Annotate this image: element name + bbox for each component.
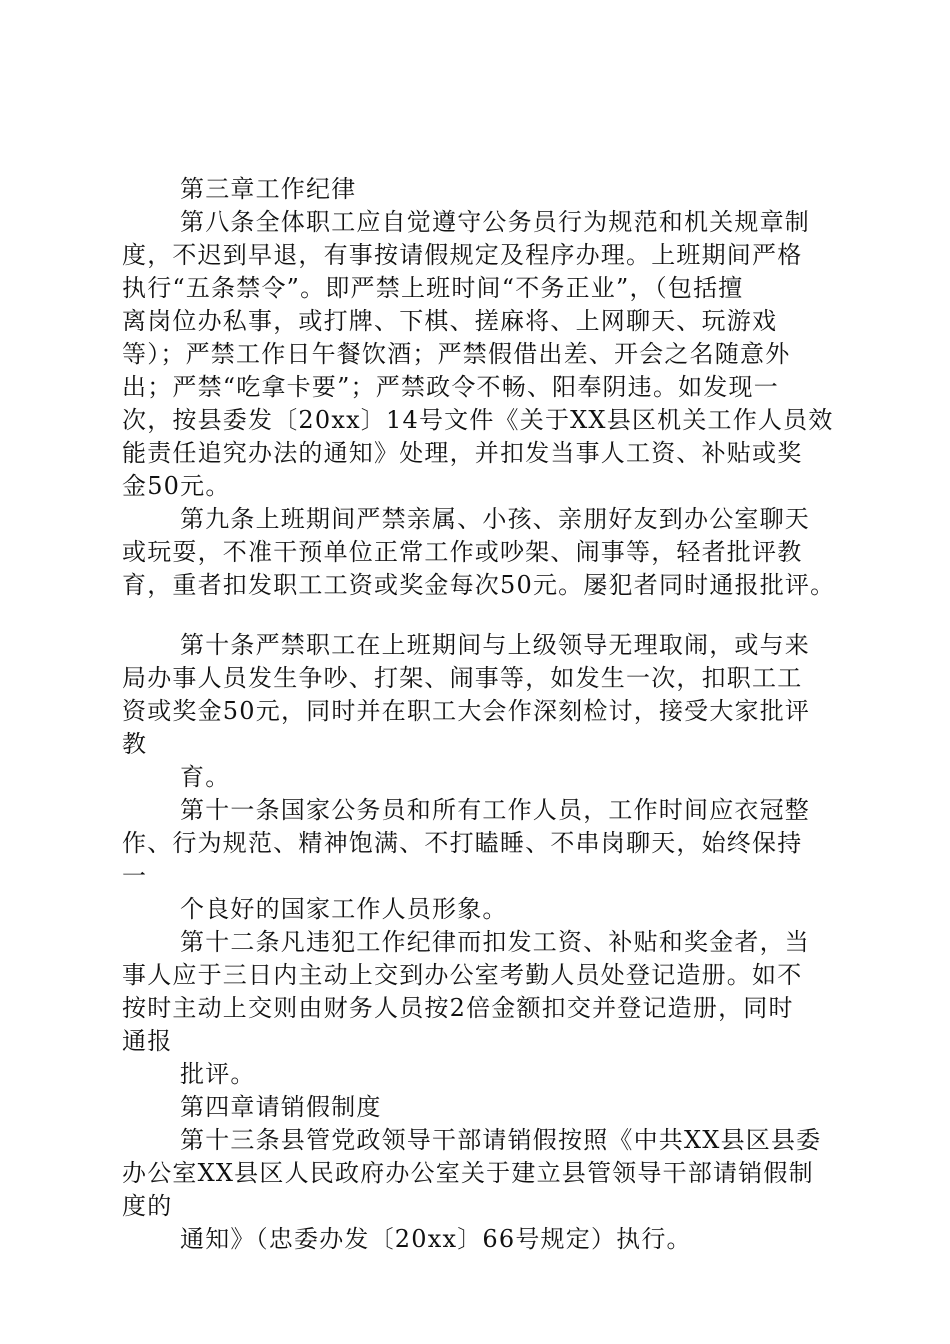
article-11-line-1: 第十一条国家公务员和所有工作人员，工作时间应衣冠整: [180, 796, 810, 824]
article-8-line-2: 度，不迟到早退，有事按请假规定及程序办理。上班期间严格: [122, 241, 803, 269]
article-13-line-4: 通知》（忠委办发〔20xx〕66号规定）执行。: [180, 1225, 692, 1253]
article-12-line-4: 通报: [122, 1027, 173, 1055]
article-13-line-3: 度的: [122, 1192, 173, 1220]
article-8-line-8: 能责任追究办法的通知》处理，并扣发当事人工资、补贴或奖: [122, 439, 803, 467]
article-10-line-5: 育。: [180, 763, 231, 791]
article-8-line-7: 次，按县委发〔20xx〕14号文件《关于XX县区机关工作人员效: [122, 406, 834, 434]
article-12-line-1: 第十二条凡违犯工作纪律而扣发工资、补贴和奖金者，当: [180, 928, 810, 956]
article-10-line-2: 局办事人员发生争吵、打架、闹事等，如发生一次，扣职工工: [122, 664, 803, 692]
article-9-line-3: 育，重者扣发职工工资或奖金每次50元。屡犯者同时通报批评。: [122, 571, 836, 599]
article-11-line-4: 个良好的国家工作人员形象。: [180, 895, 508, 923]
article-10-line-3: 资或奖金50元，同时并在职工大会作深刻检讨，接受大家批评: [122, 697, 811, 725]
article-12-line-3: 按时主动上交则由财务人员按2倍金额扣交并登记造册，同时: [122, 994, 794, 1022]
article-10-line-4: 教: [122, 730, 148, 758]
article-8-line-4: 离岗位办私事，或打牌、下棋、搓麻将、上网聊天、玩游戏: [122, 307, 778, 335]
article-12-line-2: 事人应于三日内主动上交到办公室考勤人员处登记造册。如不: [122, 961, 803, 989]
article-8-line-5: 等）；严禁工作日午餐饮酒；严禁假借出差、开会之名随意外: [122, 340, 791, 368]
article-8-line-3: 执行“五条禁令”。即严禁上班时间“不务正业”，（包括擅: [122, 274, 744, 302]
chapter-4-heading: 第四章请销假制度: [180, 1093, 382, 1121]
article-8-line-6: 出；严禁“吃拿卡要”；严禁政令不畅、阳奉阴违。如发现一: [122, 373, 779, 401]
chapter-3-heading: 第三章工作纪律: [180, 175, 357, 203]
article-8-line-9: 金50元。: [122, 472, 231, 500]
article-10-line-1: 第十条严禁职工在上班期间与上级领导无理取闹，或与来: [180, 631, 810, 659]
article-8-line-1: 第八条全体职工应自觉遵守公务员行为规范和机关规章制: [180, 208, 810, 236]
article-12-line-5: 批评。: [180, 1060, 256, 1088]
article-13-line-2: 办公室XX县区人民政府办公室关于建立县管领导干部请销假制: [122, 1159, 814, 1187]
article-13-line-1: 第十三条县管党政领导干部请销假按照《中共XX县区县委: [180, 1126, 822, 1154]
article-11-line-2: 作、行为规范、精神饱满、不打瞌睡、不串岗聊天，始终保持: [122, 829, 803, 857]
article-9-line-1: 第九条上班期间严禁亲属、小孩、亲朋好友到办公室聊天: [180, 505, 810, 533]
article-9-line-2: 或玩耍，不准干预单位正常工作或吵架、闹事等，轻者批评教: [122, 538, 803, 566]
article-11-line-3: 一: [122, 862, 148, 890]
